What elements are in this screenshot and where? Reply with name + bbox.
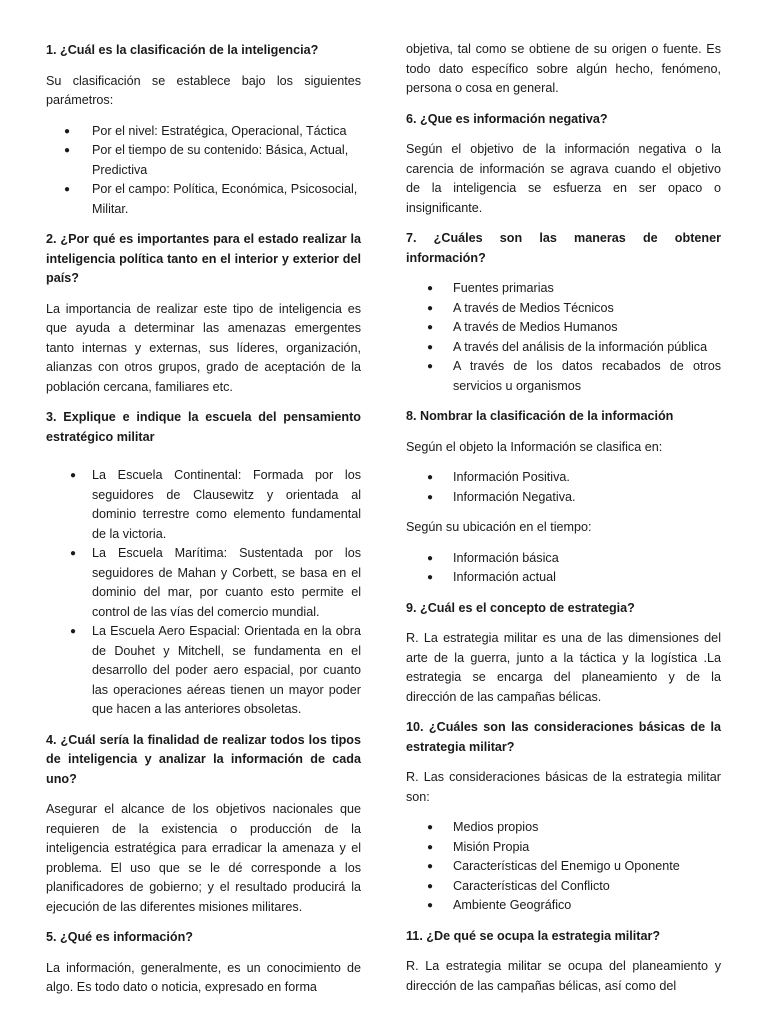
list-item: ● A través de los datos recabados de otros servicios u organismos bbox=[427, 359, 721, 393]
list-item: ● La Escuela Aero Espacial: Orientada en la obra de Douhet y Mitchell, se fundamenta en el desarrollo del poder aero espacial, por cuanto las operaciones aéreas tienen un mayor poder que hacen a las anteriores obsoletas. bbox=[70, 624, 361, 716]
bullet-icon: ● bbox=[427, 491, 434, 503]
list-item: ● Información actual bbox=[406, 568, 721, 588]
bullet-icon: ● bbox=[70, 548, 77, 559]
bullet-icon: ● bbox=[427, 822, 434, 833]
list-item: ● A través del análisis de la información pública bbox=[406, 338, 721, 358]
list-item: ● Por el nivel: Estratégica, Operacional, Táctica bbox=[46, 122, 361, 142]
list-item: ● A través de Medios Humanos bbox=[406, 318, 721, 338]
question-9: 9. ¿Cuál es el concepto de estrategia? bbox=[406, 600, 635, 615]
question-7-list bbox=[406, 279, 721, 396]
question-2: 2. ¿Por qué es importantes para el estado realizar la inteligencia política tanto en el interior y exterior del país? bbox=[46, 232, 361, 285]
bullet-icon: ● bbox=[427, 900, 434, 911]
question-3-list bbox=[46, 466, 361, 720]
question-3: 3. Explique e indique la escuela del pensamiento estratégico militar bbox=[46, 410, 361, 444]
bullet-icon: ● bbox=[64, 145, 71, 156]
answer-4: Asegurar el alcance de los objetivos nacionales que requieren de la existencia o producción de la inteligencia estratégica para erradicar la amenaza y el problema. El uso que se le dé corresponde a los planificadores de gobierno; y el resultado producirá la ejecución de las diferentes misiones militares. bbox=[46, 802, 361, 914]
question-1: 1. ¿Cuál es la clasificación de la inteligencia? bbox=[46, 43, 319, 57]
list-item: ● Información Negativa. bbox=[406, 488, 721, 508]
bullet-icon: ● bbox=[427, 361, 434, 372]
answer-9: R. La estrategia militar es una de las dimensiones del arte de la guerra, junto a la táctica y la logística .La estrategia se encarga del planeamiento y de la dirección de las campañas bélicas. bbox=[406, 631, 721, 704]
bullet-icon: ● bbox=[427, 861, 434, 872]
list-item: ● A través de Medios Técnicos bbox=[406, 299, 721, 319]
list-item: ● Información básica bbox=[406, 549, 721, 569]
bullet-icon: ● bbox=[427, 322, 434, 333]
question-5: 5. ¿Qué es información? bbox=[46, 930, 193, 944]
list-item: ● Fuentes primarias bbox=[406, 279, 721, 299]
bullet-icon: ● bbox=[64, 125, 71, 137]
bullet-icon: ● bbox=[427, 472, 434, 483]
answer-8-intro-2: Según su ubicación en el tiempo: bbox=[406, 520, 592, 534]
right-column bbox=[406, 40, 721, 1007]
list-item: ● Medios propios bbox=[406, 818, 721, 838]
question-6: 6. ¿Que es información negativa? bbox=[406, 111, 608, 126]
question-8-list-a bbox=[406, 468, 721, 507]
question-8-list-b bbox=[406, 549, 721, 588]
list-item: ● Misión Propia bbox=[406, 838, 721, 858]
question-4: 4. ¿Cuál sería la finalidad de realizar todos los tipos de inteligencia y analizar la información de cada uno? bbox=[46, 732, 361, 786]
left-column bbox=[46, 41, 361, 1009]
answer-8-intro: Según el objeto la Información se clasifica en: bbox=[406, 439, 663, 454]
list-item: ● Características del Enemigo u Oponente bbox=[406, 857, 721, 877]
answer-2: La importancia de realizar este tipo de inteligencia es que ayuda a determinar las amenazas emergentes tanto internas y externas, sus líderes, organización, alianzas con otros grupos, grado de aceptación de la población cercana, familiares etc. bbox=[46, 301, 361, 394]
answer-6: Según el objetivo de la información negativa o la carencia de información se agrava cuando el objetivo de la inteligencia se esfuerza en ser opaco o insignificante. bbox=[406, 142, 721, 215]
answer-1: Su clasificación se establece bajo los siguientes parámetros: bbox=[46, 73, 361, 107]
question-10-list bbox=[406, 818, 721, 916]
list-item: ● Por el tiempo de su contenido: Básica, Actual, Predictiva bbox=[64, 143, 349, 177]
question-10: 10. ¿Cuáles son las consideraciones básicas de la estrategia militar? bbox=[406, 720, 721, 754]
answer-5: La información, generalmente, es un conocimiento de algo. Es todo dato o noticia, expresado en forma bbox=[46, 960, 361, 994]
question-7: 7. ¿Cuáles son las maneras de obtener información? bbox=[406, 231, 721, 265]
bullet-icon: ● bbox=[427, 341, 434, 353]
list-item: ● Ambiente Geográfico bbox=[406, 896, 721, 916]
bullet-icon: ● bbox=[427, 572, 434, 583]
list-item: ● La Escuela Marítima: Sustentada por los seguidores de Mahan y Corbett, se basa en el dominio del mar, por cuanto esto permite el control de las vías del comercio mundial. bbox=[70, 546, 361, 619]
bullet-icon: ● bbox=[427, 302, 434, 314]
bullet-icon: ● bbox=[64, 184, 71, 195]
bullet-icon: ● bbox=[427, 283, 434, 294]
answer-11: R. La estrategia militar se ocupa del planeamiento y dirección de las campañas bélicas, así como del bbox=[406, 959, 721, 993]
answer-5-continued: objetiva, tal como se obtiene de su origen o fuente. Es todo dato específico sobre algún hecho, fenómeno, persona o cosa en general. bbox=[406, 42, 721, 95]
answer-10: R. Las consideraciones básicas de la estrategia militar son: bbox=[406, 770, 721, 804]
question-8: 8. Nombrar la clasificación de la información bbox=[406, 409, 674, 423]
bullet-icon: ● bbox=[427, 841, 434, 853]
list-item: ● Por el campo: Política, Económica, Psicosocial, Militar. bbox=[64, 182, 358, 216]
bullet-icon: ● bbox=[427, 880, 434, 892]
list-item: ● Información Positiva. bbox=[406, 468, 721, 488]
question-11: 11. ¿De qué se ocupa la estrategia militar? bbox=[406, 928, 661, 943]
list-item: ● Características del Conflicto bbox=[406, 877, 721, 897]
bullet-icon: ● bbox=[70, 626, 77, 637]
question-1-list bbox=[46, 122, 361, 220]
bullet-icon: ● bbox=[70, 470, 77, 481]
list-item: ● La Escuela Continental: Formada por los seguidores de Clausewitz y orientada al dominio terrestre como elemento fundamental de la victoria. bbox=[70, 468, 361, 541]
bullet-icon: ● bbox=[427, 552, 434, 564]
